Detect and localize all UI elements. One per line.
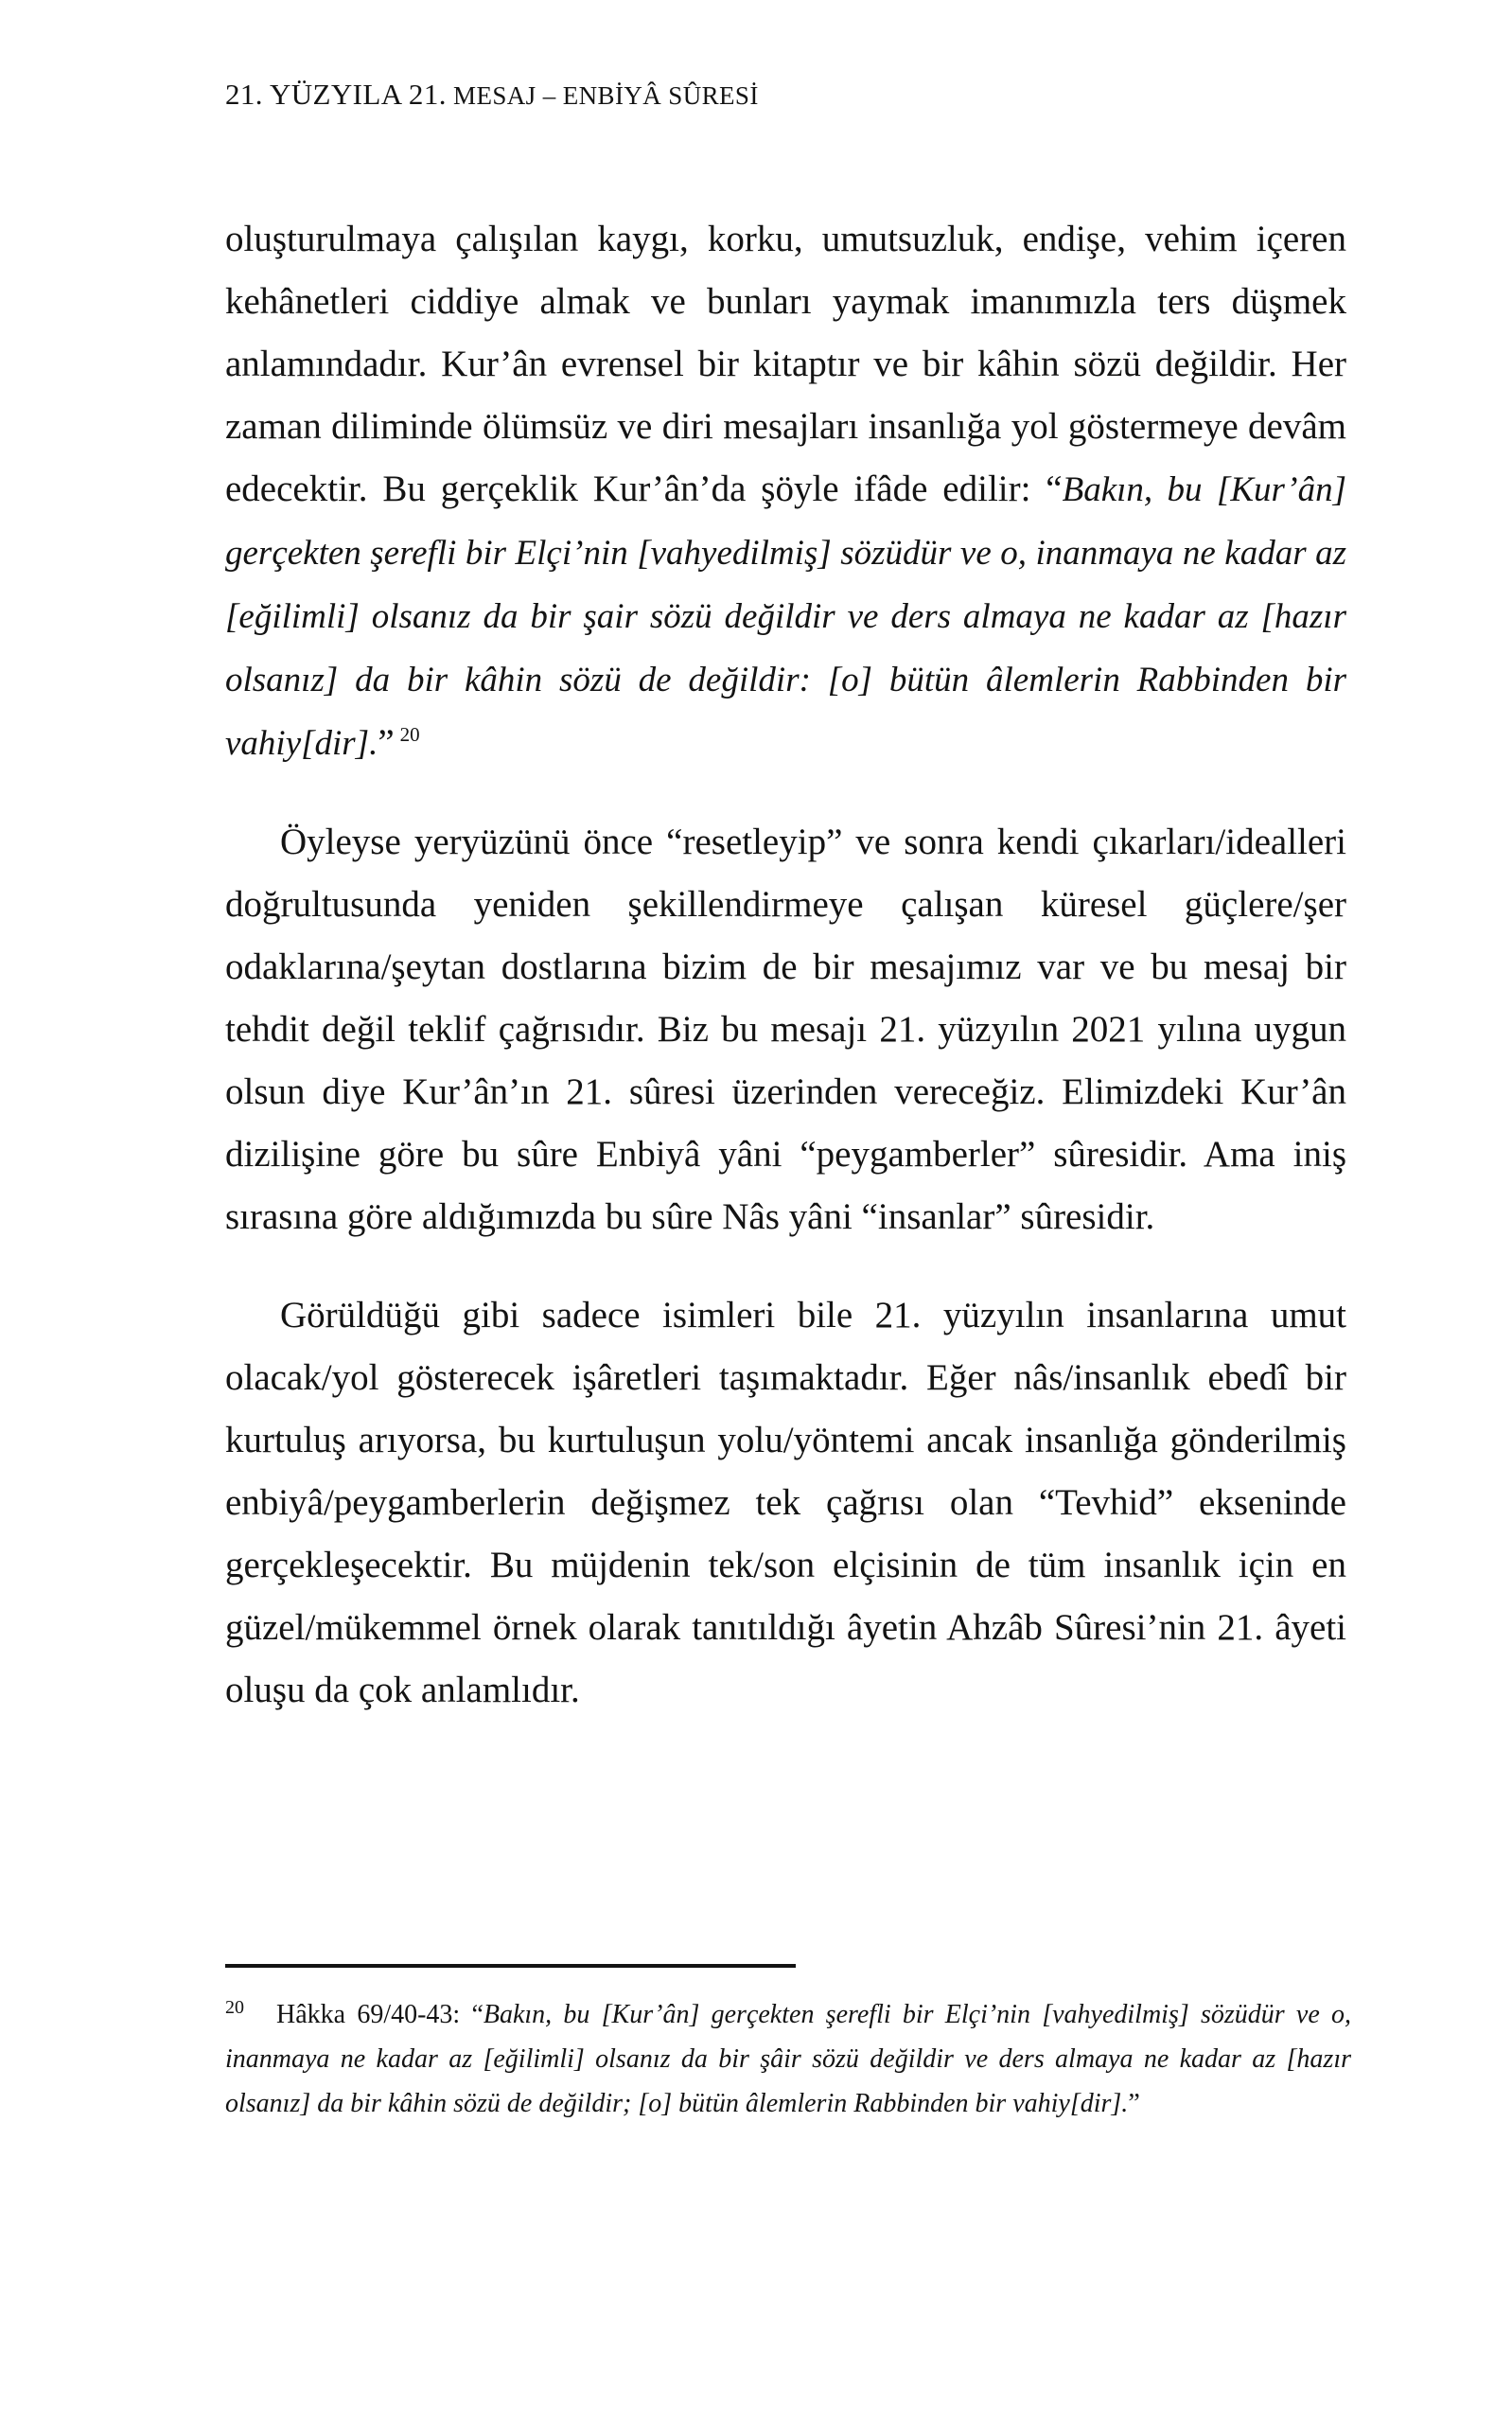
footnote-quote-text: Bakın, bu [Kur’ân] gerçekten şerefli bir Elçi’nin [vahyedilmiş] sözüdür ve o, inanmaya ne kadar az [eğilimli] olsanız da bir şâir sözü değildir ve ders almaya ne kadar az [hazır olsanız] da bir kâhin sözü de değildir; [o] bütün âlemlerin Rabbinden bir vahiy[dir]. (225, 2000, 1351, 2118)
footnote-area (225, 1964, 1351, 2126)
running-head-rest: MESAJ – ENBİYÂ SÛRESİ (453, 81, 759, 110)
running-head-lead: 21. YÜZYILA 21. (225, 78, 447, 111)
footnote-quote-open: “ (471, 2000, 483, 2029)
body-text-column (225, 208, 1346, 1722)
footnote-entry (225, 1992, 1351, 2126)
footnote-separator-rule (225, 1964, 796, 1968)
footnote-quote-close: ” (1128, 2089, 1140, 2118)
running-head (225, 78, 1346, 112)
paragraph-3-text: Görüldüğü gibi sadece isimleri bile 21. yüzyılın insanlarına umut olacak/yol gösterecek işâretleri taşımaktadır. Eğer nâs/insanlık ebedî bir kurtuluş arıyorsa, bu kurtuluşun yolu/yöntemi ancak insanlığa gönderilmiş enbiyâ/peygamberlerin değişmez tek çağrısı olan “Tevhid” ekseninde gerçekleşecektir. Bu müjdenin tek/son elçisinin de tüm insanlık için en güzel/mükemmel örnek olarak tanıtıldığı âyetin Ahzâb Sûresi’nin 21. âyeti oluşu da çok anlamlıdır. (225, 1295, 1346, 1710)
paragraph-2 (225, 811, 1346, 1248)
paragraph-1-quote-close: ” (378, 722, 395, 763)
paragraph-1 (225, 208, 1346, 775)
footnote-number: 20 (225, 1996, 244, 2018)
footnote-citation: Hâkka 69/40-43: (276, 2000, 472, 2029)
footnote-reference-20[interactable]: 20 (399, 723, 420, 746)
paragraph-2-text: Öyleyse yeryüzünü önce “resetleyip” ve sonra kendi çıkarları/idealleri doğrultusunda yeniden şekillendirmeye çalışan küresel güçlere/şer odaklarına/şeytan dostlarına bizim de bir mesajımız var ve bu mesaj bir tehdit değil teklif çağrısıdır. Biz bu mesajı 21. yüzyılın 2021 yılına uygun olsun diye Kur’ân’ın 21. sûresi üzerinden vereceğiz. Elimizdeki Kur’ân dizilişine göre bu sûre Enbiyâ yâni “peygamberler” sûresidir. Ama iniş sırasına göre aldığımızda bu sûre Nâs yâni “insanlar” sûresidir. (225, 822, 1346, 1237)
paragraph-1-quran-quote: Bakın, bu [Kur’ân] gerçekten şerefli bir Elçi’nin [vahyedilmiş] sözüdür ve o, inanmaya ne kadar az [eğilimli] olsanız da bir şair sözü değildir ve ders almaya ne kadar az [hazır olsanız] da bir kâhin sözü de değildir: [o] bütün âlemlerin Rabbinden bir vahiy[dir]. (225, 470, 1346, 763)
paragraph-1-intro: oluşturulmaya çalışılan kaygı, korku, umutsuzluk, endişe, vehim içeren kehânetleri ciddiye almak ve bunları yaymak imanımızla ters düşmek anlamındadır. Kur’ân evrensel bir kitaptır ve bir kâhin sözü değildir. Her zaman diliminde ölümsüz ve diri mesajları insanlığa yol göstermeye devâm edecektir. Bu gerçeklik Kur’ân’da şöyle ifâde edilir: “ (225, 219, 1346, 509)
paragraph-3 (225, 1284, 1346, 1722)
